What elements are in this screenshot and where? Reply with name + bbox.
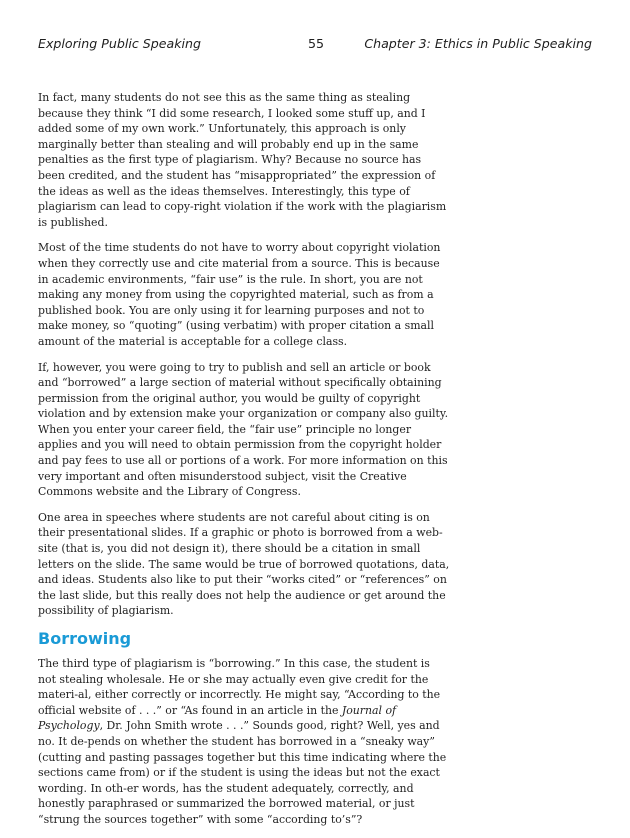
page-header <box>38 36 592 54</box>
body-paragraph-borrowing <box>38 656 450 828</box>
book-title: Exploring Public Speaking <box>38 36 201 51</box>
body-paragraph: One area in speeches where students are not careful about citing is on their presentational slides. If a graphic or photo is borrowed from a web-site (that is, you did not design it), there should be a citation in small letters on the slide. The same would be true of borrowed quotations, data, and ideas. Students also like to put their “works cited” or “references” on the last slide, but this really does not help the audience or get around the possibility of plagiarism. <box>38 510 450 618</box>
body-paragraph: Most of the time students do not have to worry about copyright violation when they correctly use and cite material from a source. This is because in academic environments, “fair use” is the rule. In short, you are not making any money from using the copyrighted material, such as from a published book. You are only using it for learning purposes and not to make money, so “quoting” (using verbatim) with proper citation a small amount of the material is acceptable for a college class. <box>38 241 441 348</box>
body-paragraph: If, however, you were going to try to publish and sell an article or book and “borrowed” a large section of material without specifically obtaining permission from the original author, you would be guilty of copyright violation and by extension make your organization or company also guilty. When you enter your career field, the “fair use” principle no longer applies and you will need to obtain permission from the copyright holder and pay fees to use all or portions of a work. For more information on this very important and often misunderstood subject, visit the Creative Commons website and the Library of Congress. <box>38 360 449 499</box>
section-heading-borrowing: Borrowing <box>38 629 132 648</box>
chapter-title: Chapter 3: Ethics in Public Speaking <box>364 36 592 51</box>
journal-title: Journal of Psychology <box>38 703 397 733</box>
body-paragraph: In fact, many students do not see this as the same thing as stealing because they think “I did some research, I looked some stuff up, and I added some of my own work.” Unfortunately, this approach is only marginally better than stealing and will probably end up in the same penalties as the first type of plagiarism. Why? Because no source has been credited, and the student has “misappropriated” the expression of the ideas as well as the ideas themselves. Interestingly, this type of plagiarism can lead to copy-right violation if the work with the plagiarism is published. <box>38 91 447 229</box>
paragraph-text: The third type of plagiarism is “borrowing.” In this case, the student is not stealing wholesale. He or she may actually even give credit for the materi-al, either correctly or incorrectly. He might say, “According to the official website of . . .” or “As found in an article in the <box>38 657 441 717</box>
page-body <box>38 90 450 838</box>
paragraph-text: , Dr. John Smith wrote . . .” Sounds good, right? Well, yes and no. It de-pends on whether the student has borrowed in a “sneaky way” (cutting and pasting passages together but this time indicating where the sections came from) or if the student is using the ideas but not the exact wording. In oth-er words, has the student adequately, correctly, and honestly paraphrased or summarized the borrowed material, or just “strung the sources together” with some “according to’s”? <box>38 719 447 826</box>
page-number: 55 <box>308 36 325 51</box>
